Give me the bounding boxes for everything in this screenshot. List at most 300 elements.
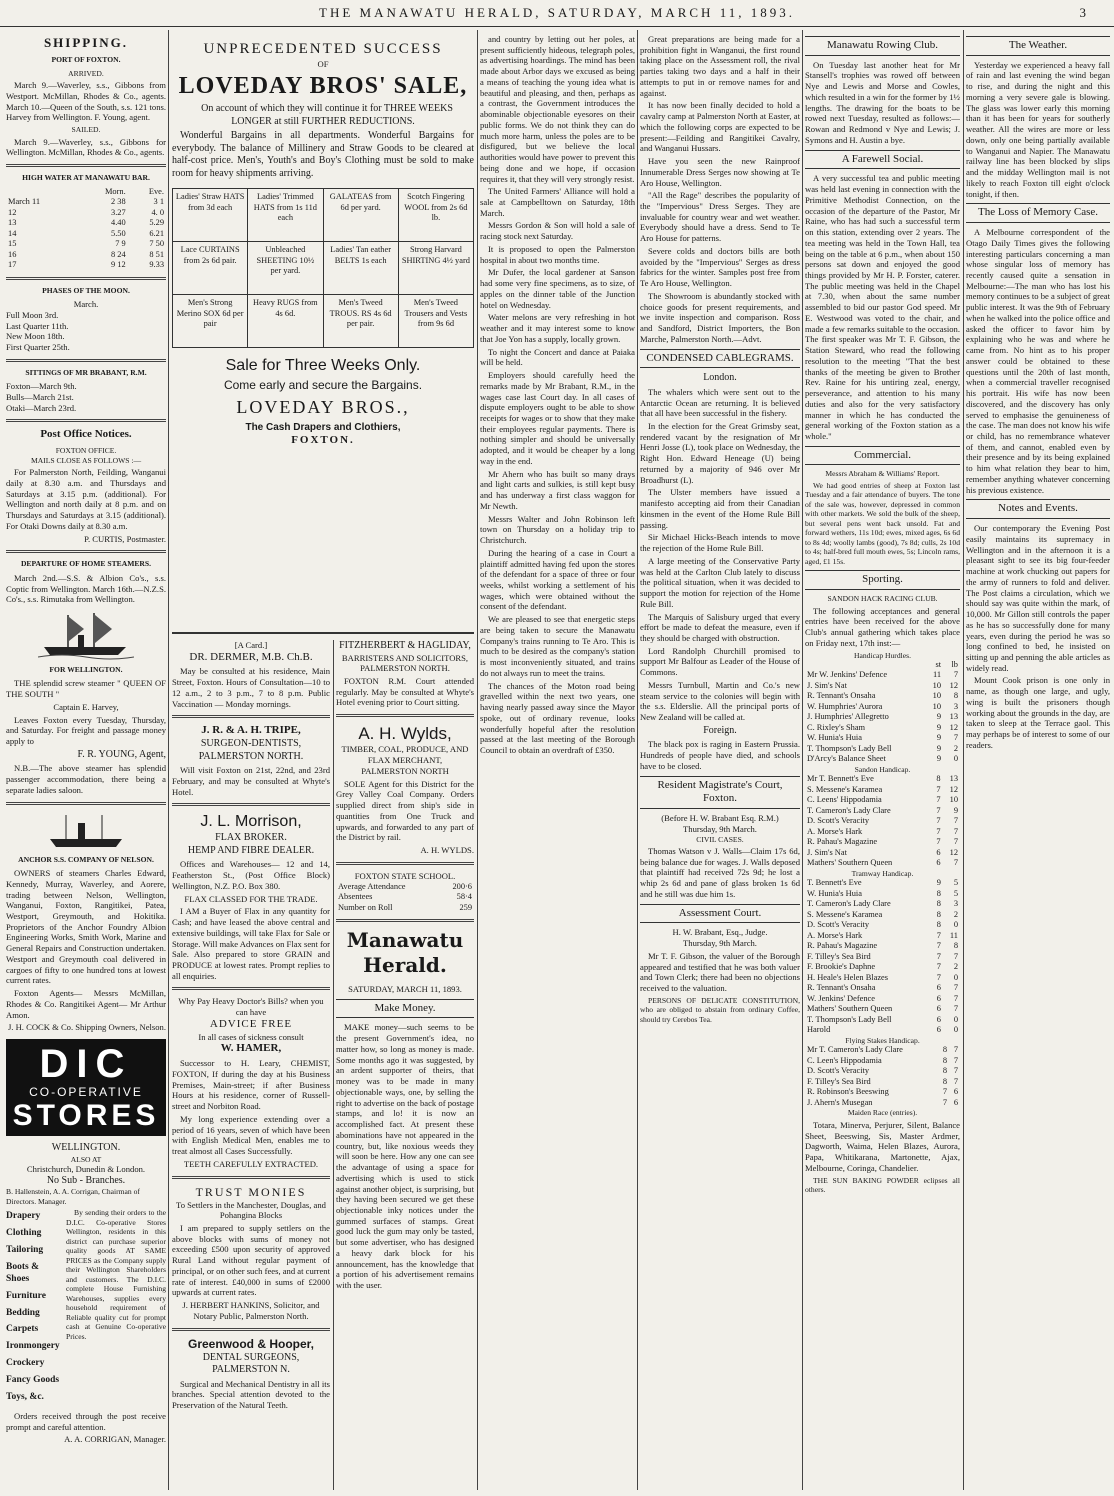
table-row (805, 702, 960, 713)
column-rule (168, 30, 169, 1490)
table-cell: C. Rixley's Sham (807, 722, 866, 732)
moon-line: Full Moon 3rd. (6, 309, 59, 320)
divider (6, 277, 166, 280)
moon-heading: PHASES OF THE MOON. (42, 285, 130, 295)
cable-paragraph: The Marquis of Salisbury urged that every effort be made to defeat the measure, even if they should be charged with obstruction. (640, 611, 800, 643)
tide-header-cell: Eve. (148, 186, 164, 196)
sittings-heading: SITTINGS OF MR BRABANT, R.M. (25, 367, 147, 377)
dic-town: WELLINGTON. (51, 1142, 121, 1154)
table-cell: 0 (953, 972, 958, 982)
divider (6, 164, 166, 167)
tide-header-cell (6, 187, 78, 198)
table-row (805, 931, 960, 942)
table-cell: A. Morse's Hark (807, 826, 863, 836)
table-row (6, 229, 166, 240)
sailed-text: March 9.—Waverley, s.s., Gibbons for Wellington. McMillan, Rhodes & Co., agents. (6, 136, 166, 158)
greenwood-name: Greenwood & Hooper, (187, 1336, 314, 1351)
london-heading: London. (703, 372, 737, 384)
school-table (336, 882, 474, 914)
divider (336, 862, 474, 865)
school-row (336, 882, 474, 893)
sporting-text: The following acceptances and general entries have been received for the above Club's annual gathering which takes place on Friday next, 17th inst:— (805, 605, 960, 648)
cable-paragraph: The Ulster members have issued a manifesto accepting aid from their Canadian kinsmen in the event of the Home Rule Bill passing. (640, 487, 800, 530)
hamer-name: W. HAMER, (220, 1042, 282, 1055)
make-money-heading: Make Money. (336, 999, 474, 1019)
table-cell: 7 (953, 1004, 958, 1014)
why-pay: Why Pay Heavy Doctor's Bills? when you can have (178, 996, 324, 1018)
table-row (6, 250, 166, 261)
sittings-line: Foxton—March 9th. (6, 381, 77, 392)
table-row (805, 795, 960, 806)
hamer-text: Successor to H. Leary, CHEMIST, FOXTON, If during the day at his Business Premises, Main-street; if after Business Hours at his residence, corner of Russell-street and Norbiton Road. (172, 1058, 330, 1112)
weather-heading: The Weather. (966, 36, 1110, 56)
table-cell: 10 (949, 795, 958, 805)
dic-sign: A. A. CORRIGAN, Manager. (64, 1434, 166, 1445)
hurdles-table (805, 660, 960, 765)
dic-department: Toys, &c. (6, 1391, 44, 1402)
divider (172, 1328, 330, 1331)
table-cell: 8 (936, 774, 941, 784)
table-row (805, 681, 960, 692)
table-row (805, 952, 960, 963)
table-cell: 8 (942, 1076, 948, 1086)
news-paragraph: Water melons are very refreshing in hot weather and it may interest some to know that Joe Yon has a supply, locally grown. (480, 312, 635, 344)
assessment-text: Mr T. F. Gibson, the valuer of the Borough appeared and testified that he was both valuer and Town Clerk; there had been no objections received to the valuation. (640, 950, 800, 994)
table-cell: 8 (936, 888, 941, 898)
table-row (805, 1056, 960, 1067)
table-cell: J. Sim's Nat (807, 680, 847, 690)
table-cell: 7 (936, 826, 941, 836)
table-cell: 11 (949, 930, 958, 940)
table-row (805, 858, 960, 869)
flax-text: I AM a Buyer of Flax in any quantity for Cash; and have leased the above central and extensive buildings, will take Flax for Sale or Storage. Will make Advances on Flax sent for Sale. Also prepared to store GRAIN and PRODUCE at lowest rates. Prompt replies to all enquiries. (172, 906, 330, 981)
table-cell: T. Bennett's Eve (807, 878, 862, 888)
table-cell: 7 (942, 1097, 948, 1107)
race-header-cell: st (935, 659, 942, 669)
divider (172, 803, 330, 806)
cable-paragraph: Sir Michael Hicks-Beach intends to move the rejection of the Home Rule Bill. (640, 532, 800, 554)
post-office-text: For Palmerston North, Feilding, Wanganui daily at 8.30 a.m. and Thursdays and Saturdays at 3.15 p.m. (additional). For Wellington and north daily at 8 p.m. and on Thursdays and Saturdays at 3.15 (additional). For Otaki Downs daily at 8.30 a.m. (6, 467, 166, 531)
dermer-text: May be consulted at his residence, Main Street, Foxton. Hours of Consultation—10 to 12 a.m., 2 to 3 p.m., 7 to 8 p.m. Public Vaccination — Monday mornings. (172, 666, 330, 709)
column-cards-right (336, 640, 474, 1490)
table-cell: 3.27 (111, 207, 126, 217)
table-cell: 10 (932, 691, 942, 701)
rm-court-before: (Before H. W. Brabant Esq. R.M.) (661, 813, 779, 824)
column-local-news (480, 32, 635, 1488)
table-cell: 6 (936, 1004, 941, 1014)
table-cell: 7 (953, 837, 958, 847)
dic-department: Drapery (6, 1211, 41, 1222)
news-paragraph: and country by letting out her poles, at present sufficiently hideous, telegraph poles, as advertising hoardings. The mind has been made about Arbor days we excused as being a means of teaching the young idea what is beautiful and pleasing, and then, perhaps as a contrast, the Government introduces the abominable objectionable eyesores on their public forms. We do not think they can do much more harm, unless the poles are to be disfigured, but we believe the local authorities would have power to prevent this being done and we hope, if occasion requires it, that they will very strongly resist. (480, 34, 635, 184)
masthead-title: THE MANAWATU HERALD, SATURDAY, MARCH 11, 1893. (319, 5, 795, 20)
trust-text: I am prepared to supply settlers on the above blocks with sums of money not exceeding £500 upon security of approved Rural Land without regular payment of principal, or on other such fees, and at current rate of interest. £40,000 in sums of £2000 upwards at current rates. (172, 1222, 330, 1298)
ad-body: Wonderful Bargains in all departments. Wonderful Bargains for everybody. The balance of Millinery and Straw Goods to be cleared at half-cost price. Men's, Youth's and Boy's Clothing must be sold to make room for heavy shipments arriving. (172, 130, 474, 179)
column-shipping (6, 32, 166, 1488)
table-row (805, 1025, 960, 1036)
table-cell: 6.21 (149, 228, 164, 238)
table-cell: 6 (936, 1014, 941, 1024)
cable-paragraph: Messrs Turnbull, Martin and Co.'s new steam service to the colonies will begin with the s.s. Elderslie. All the principal ports of New Zealand will be called at. (640, 679, 800, 723)
moon-month: March. (73, 299, 99, 310)
ad-three-weeks: Sale for Three Weeks Only. (225, 357, 421, 375)
assessment-date: Thursday, 9th March. (683, 938, 757, 949)
dic-branches: Christchurch, Dunedin & London. (26, 1164, 146, 1175)
column-rule (963, 30, 964, 1490)
steamer-note: N.B.—The above steamer has splendid passenger accommodation, there being a separate ladies saloon. (6, 763, 166, 795)
news-paragraph: During the hearing of a case in Court a plaintiff admitted having fed upon the stores of the defendant for a space of three or four weeks, whilst working a settlement of his wages, which were obtained without the consent of the defendant. (480, 547, 635, 612)
fitzherbert-text: FOXTON R.M. Court attended regularly. May be consulted at Whyte's Hotel evening prior to Court sitting. (336, 675, 474, 708)
table-row (805, 973, 960, 984)
bargain-cell: Men's Tweed TROUS. RS 4s 6d per pair. (324, 295, 399, 348)
bargain-cell: Scotch Fingering WOOL from 2s 6d lb. (399, 189, 474, 242)
table-cell: C. Leen's Hippodamia (807, 1055, 882, 1065)
news-paragraph: It has now been finally decided to hold a cavalry camp at Palmerston North at Easter, at which the following corps are expected to be present:—Feilding and Rangitikei Cavalry, and Wanganui Hussars. (640, 100, 800, 154)
table-cell: W. Jenkins' Defence (807, 993, 875, 1003)
table-cell: 7 (953, 816, 958, 826)
table-cell: R. Robinson's Beeswing (807, 1087, 889, 1097)
dic-also: ALSO AT (70, 1154, 102, 1164)
divider (6, 550, 166, 553)
rowing-text: On Tuesday last another heat for Mr Stansell's trophies was rowed off between Nye and Lewis and Morse and Cowles, which resulted in a win for the former by 1½ lengths. The drawing for the boats to be rowed next Tuesday, resulted as follows:—Rowan and Redmond v Nye and Lewis; J. Symons and H. Austin a bye. (805, 59, 960, 145)
table-cell: 5 (953, 888, 958, 898)
table-cell: 8 (936, 920, 941, 930)
news-paragraph: We are pleased to see that energetic steps are being taken to secure the Manawatu Company's trains running to Te Aro. This is much to be desired as the company's station is most inconveniently situated, and trains do not always run to meet the trains. (480, 614, 635, 678)
table-row (805, 983, 960, 994)
table-cell: 2 (953, 962, 958, 972)
table-row (805, 1087, 960, 1098)
ad-of: OF (317, 58, 329, 69)
column-rule (333, 640, 334, 1490)
ad-town: FOXTON. (291, 434, 355, 447)
anchor-agents: Foxton Agents— Messrs McMillan, Rhodes & Co. Rangitikei Agent— Mr Arthur Amon. (6, 988, 166, 1020)
divider (336, 919, 474, 922)
table-cell: 7 (936, 941, 941, 951)
table-cell: 7 (953, 1055, 958, 1065)
table-row (805, 754, 960, 765)
arrived-label: ARRIVED. (68, 68, 104, 78)
cable-paragraph: In the election for the Great Grimsby seat, rendered vacant by the resignation of Mr Henri Josse (L), took place on Wednesday, the Right Hon. Edward Heneage (U) being returned by a majority of 946 over Mr Broadhurst (L). (640, 421, 800, 485)
column-weather (966, 32, 1110, 1488)
table-cell: 10 (932, 680, 942, 690)
memory-heading: The Loss of Memory Case. (966, 203, 1110, 223)
table-cell: 13 (949, 712, 958, 722)
assessment-before: H. W. Brabant, Esq., Judge. (672, 927, 768, 938)
hurdles-heading: Handicap Hurdles. (854, 650, 911, 660)
table-cell: 4. 0 (151, 207, 164, 217)
shipping-heading: SHIPPING. (43, 35, 129, 50)
table-cell: D'Arcy's Balance Sheet (807, 754, 886, 764)
table-cell: F. Tilley's Sea Bird (807, 951, 871, 961)
notes-text-2: Mount Cook prison is one only in name, as though one large, and ugly, wing is built the prisoners though working about the grounds in the day, are taken to sleep at the Terrace gaol. This may perhaps be of interest to some of our readers. (966, 675, 1110, 750)
morrison-sub-2: HEMP AND FIBRE DEALER. (187, 844, 315, 856)
table-cell: 5.50 (111, 228, 126, 238)
foreign-text: The black pox is raging in Eastern Prussia. Hundreds of people have died, and schools have to be closed. (640, 739, 800, 771)
tide-header-cell: Morn. (104, 186, 126, 196)
table-cell: 17 (8, 260, 17, 270)
maiden-heading: Maiden Race (entries). (847, 1108, 918, 1118)
table-cell: 7 (953, 951, 958, 961)
cable-paragraph: A large meeting of the Conservative Party was held at the Carlton Club lately to discuss the political situation, when it was decided to support the motion for rejection of the Home Rule Bill. (640, 555, 800, 609)
bargain-cell: Ladies' Straw HATS from 3d each (173, 189, 248, 242)
table-cell: D. Scott's Veracity (807, 920, 870, 930)
table-row (6, 197, 166, 208)
race-header-cell: lb (951, 659, 958, 669)
table-cell: 7 (936, 805, 941, 815)
dic-orders: Orders received through the post receive prompt and careful attention. (6, 1410, 166, 1432)
moon-line: First Quarter 25th. (6, 342, 70, 353)
divider (6, 802, 166, 805)
table-row (805, 848, 960, 859)
table-cell: 15 (8, 239, 17, 249)
divider (172, 987, 330, 990)
table-cell: 7 (953, 826, 958, 836)
steamer-text-2: Leaves Foxton every Tuesday, Thursday, and Saturday. For freight and passage money apply to (6, 714, 166, 747)
table-cell: 7 (953, 670, 958, 680)
table-cell: A. Morse's Hark (807, 930, 863, 940)
wylds-sign: A. H. WYLDS. (420, 845, 474, 856)
sittings-line: Otaki—March 23rd. (6, 402, 77, 413)
steamer-illustration (46, 811, 126, 851)
greenwood-sub: DENTAL SURGEONS, (202, 1351, 300, 1363)
table-cell: J. Ahern's Musegan (807, 1097, 873, 1107)
bargain-cell: Men's Tweed Trousers and Vests from 9s 6d (399, 295, 474, 348)
post-office-heading: Post Office Notices. (40, 428, 132, 441)
table-cell: W. Hunia's Huia (807, 733, 862, 743)
table-row (805, 941, 960, 952)
table-cell: Harold (807, 1025, 831, 1035)
ad-headline: UNPRECEDENTED SUCCESS (203, 41, 443, 57)
dic-department: Tailoring (6, 1245, 44, 1256)
table-cell: 6 (936, 983, 941, 993)
table-row (805, 1015, 960, 1026)
table-row (805, 806, 960, 817)
table-cell: Mathers' Southern Queen (807, 1004, 893, 1014)
dic-department: Ironmongery (6, 1341, 60, 1352)
table-row (805, 744, 960, 755)
table-cell: 7 (953, 983, 958, 993)
table-cell: F. Brookie's Daphne (807, 962, 876, 972)
table-cell: 7 (936, 962, 941, 972)
column-rule (802, 30, 803, 1490)
fitzherbert-sub: BARRISTERS AND SOLICITORS, (341, 652, 469, 663)
anchor-heading: ANCHOR S.S. COMPANY OF NELSON. (18, 854, 154, 864)
table-cell: 16 (8, 249, 17, 259)
sailed-label: SAILED. (71, 125, 101, 135)
table-cell: 7 (936, 784, 941, 794)
column-rule (637, 30, 638, 1490)
tripe-sub: SURGEON-DENTISTS, (200, 738, 302, 750)
rm-court-civil: CIVIL CASES. (696, 834, 744, 844)
sandon-table (805, 774, 960, 869)
table-cell: 6 (953, 1097, 958, 1107)
herald-nameplate: Manawatu Herald. (346, 928, 464, 977)
table-row (805, 994, 960, 1005)
table-cell: 8 51 (149, 249, 164, 259)
dic-department: Crockery (6, 1358, 45, 1369)
table-row (805, 1098, 960, 1109)
table-cell: 8 (936, 909, 941, 919)
cablegrams-heading: CONDENSED CABLEGRAMS. (640, 349, 800, 369)
table-cell: 7 9 (115, 239, 126, 249)
news-paragraph: Employers should carefully heed the remarks made by Mr Brabant, R.M., in the wages case last Court day. In all cases of dispute employers ought to be able to show receipts for wages or to show that they make their employees regular payments. There is nothing simpler and should be universally adopted, and it would be cheaper by a long way in the end. (480, 370, 635, 466)
table-cell: March 11 (8, 197, 41, 207)
hankins-sign: J. HERBERT HANKINS, Solicitor, and Notary Public, Palmerston North. (182, 1300, 320, 1321)
ad-intro: On account of which they will continue it for THREE WEEKS LONGER at still FURTHER REDUCTIONS. (201, 103, 453, 127)
table-cell: 0 (953, 920, 958, 930)
table-cell: 5.29 (149, 218, 164, 228)
table-cell: 6 (936, 847, 941, 857)
dic-department: Furniture (6, 1290, 46, 1301)
table-cell: 3 (953, 899, 958, 909)
table-cell: 9 (953, 805, 958, 815)
table-cell: 10 (932, 701, 942, 711)
table-cell: 12 (949, 784, 958, 794)
table-cell: 9 (936, 712, 942, 722)
race-header-row (805, 660, 960, 671)
table-cell: 8 (953, 941, 958, 951)
wylds-text: SOLE Agent for this District for the Grey Valley Coal Company. Orders supplied direct from ship's side in quantities from One Truck and upwards, and forwarded to any part of the District by rail. (336, 778, 474, 843)
dic-logo (6, 1039, 166, 1136)
table-cell: T. Thompson's Lady Bell (807, 1014, 892, 1024)
table-cell: J. Sim's Nat (807, 847, 847, 857)
weather-text: Yesterday we experienced a heavy fall of rain and last evening the wind began to rise, and during the night and this morning a very severe gale is blowing. The glass was lower early this morning than it has been for years for southerly weather. All the wires are more or less down, only one being partially available to Wanganui and Napier. The Manawatu railway line has been blocked by slips and the midday Wellington mail is not likely to reach Foxton till eight o'clock tonight, if then. (966, 59, 1110, 199)
school-label: Absentees (338, 892, 373, 901)
notes-heading: Notes and Events. (966, 499, 1110, 519)
wylds-sub: TIMBER, COAL, PRODUCE, AND FLAX MERCHANT, (341, 744, 469, 766)
divider (336, 714, 474, 717)
dic-department: Bedding (6, 1307, 40, 1318)
table-cell: 13 (949, 774, 958, 784)
table-row (805, 723, 960, 734)
flax-heading: FLAX CLASSED FOR THE TRADE. (184, 893, 318, 904)
maiden-text: Totara, Minerva, Perjurer, Silent, Balance Sheet, Beeswing, Sis, Master Ardmer, Dagworth, Waima, Helen Blazes, Aurora, Papa, Whitikarana, Martonette, Ajax, Melbourne, Coringa, Chandelier. (805, 1119, 960, 1173)
moon-line: Last Quarter 11th. (6, 320, 69, 331)
commercial-text: We had good entries of sheep at Foxton last Tuesday and a fair attendance of buyers. The tone of the sale was, however, depressed in common with other markets. We sold the bulk of the sheep, but several pens went back unsold. Fat and forward wethers, 11s 10d; ewes, mixed ages, 6s 6d to 8s 4d; woolly lambs (good), 7s 8d; culls, 2s 10d to 4s; half-bred full mouth ewes, 5s; Lincoln rams, aged, £1 15s. (805, 480, 960, 566)
farewell-text: A very successful tea and public meeting was held last evening in connection with the Primitive Methodist Connection, on the occasion of the departure of the Pastor, Mr Raine, who has had such a successful term on this station, extending over 2 years. The tea meeting was held in the Town Hall, tea being on the table at 6 p.m., when about 150 persons sat down and enjoyed the good things provided by Mr H. P. Forster, caterer. The public meeting was held in the Chapel at 7.30, when about the same number assembled to bid our pastor God speed. Mr E. Westwood was voted to the chair, and made a few remarks suitable to the occasion. The first speaker was Mr T. F. Gibson, the Station Steward, who read the following resolution to the meeting "That the best thanks of the meeting be given to Brother Rev. Raine for his untiring zeal, energy, perseverance, and attention to his many duties and also for the very satisfactory manner in which he has conducted the general working of the Foxton station as a whole." (805, 173, 960, 441)
dic-logo-line: STORES (12, 1099, 160, 1133)
port-heading: PORT OF FOXTON. (51, 55, 121, 65)
tide-header-row (6, 187, 166, 198)
advice-free: ADVICE FREE (209, 1017, 293, 1030)
fitzherbert-town: PALMERSTON NORTH. (360, 663, 450, 674)
morrison-sub: FLAX BROKER. (215, 832, 287, 844)
table-cell: T. Cameron's Lady Clare (807, 805, 891, 815)
table-cell: Mr W. Jenkins' Defence (807, 670, 888, 680)
rowing-heading: Manawatu Rowing Club. (805, 36, 960, 56)
column-rule (477, 30, 478, 1490)
tide-heading: HIGH WATER AT MANAWATU BAR. (22, 173, 150, 183)
table-cell: Mathers' Southern Queen (807, 858, 893, 868)
farewell-heading: A Farewell Social. (805, 150, 960, 170)
table-cell: 12 (949, 847, 958, 857)
dic-department: Clothing (6, 1228, 42, 1239)
commercial-sub: Messrs Abraham & Williams' Report. (825, 469, 940, 479)
powder-notice: THE SUN BAKING POWDER eclipses all others. (805, 1175, 960, 1195)
school-value: 200·6 (452, 881, 472, 891)
dic-logo-line: DIC (39, 1042, 133, 1087)
table-row (805, 774, 960, 785)
trust-heading: TRUST MONIES (195, 1184, 307, 1199)
table-cell: 8 (936, 899, 941, 909)
steamer-agent: F. R. YOUNG, Agent, (77, 748, 166, 760)
school-label: Average Attendance (338, 881, 406, 891)
table-cell: 2 (953, 743, 958, 753)
table-row (805, 910, 960, 921)
table-row (6, 260, 166, 271)
dic-department: Boots & Shoes (6, 1261, 39, 1284)
table-cell: 3 (953, 701, 958, 711)
page-number: 3 (1079, 5, 1086, 20)
table-row (805, 670, 960, 681)
delicate-notice: PERSONS OF DELICATE CONSTITUTION, who are obliged to abstain from ordinary Coffee, should try Cerebos Tea. (640, 995, 800, 1024)
table-cell: 7 (953, 993, 958, 1003)
tripe-town: PALMERSTON NORTH. (198, 750, 304, 762)
ad-drapers: The Cash Drapers and Clothiers, (245, 421, 401, 433)
news-paragraph: To night the Concert and dance at Paiaka will be held. (480, 346, 635, 368)
table-cell: 6 (936, 858, 941, 868)
table-cell: 8 (942, 1055, 948, 1065)
school-row (336, 892, 474, 903)
ad-bargain-grid (172, 188, 474, 348)
table-row (805, 962, 960, 973)
table-cell: 7 (953, 1066, 958, 1076)
column-cards-left (172, 640, 330, 1490)
table-cell: R. Pahau's Magazine (807, 837, 878, 847)
sandon-heading: Sandon Handicap. (854, 764, 911, 774)
table-row (805, 785, 960, 796)
table-cell: S. Messene's Karamea (807, 909, 883, 919)
table-cell: R. Pahau's Magazine (807, 941, 878, 951)
anchor-sign: J. H. COCK & Co. Shipping Owners, Nelson. (7, 1022, 166, 1033)
column-sporting (805, 32, 960, 1488)
school-heading: FOXTON STATE SCHOOL. (354, 870, 456, 881)
table-row (805, 920, 960, 931)
ad-title: LOVEDAY BROS' SALE, (178, 73, 468, 100)
loveday-advertisement (172, 32, 474, 634)
sittings-line: Bulls—March 21st. (6, 391, 74, 402)
arrived-text: March 9.—Waverley, s.s., Gibbons from Westport. McMillan, Rhodes & Co., agents. March 10.—Queen of the South, s.s. 121 tons. Harvey from Wellington. F. Young, agent. (6, 80, 166, 123)
divider (172, 1176, 330, 1179)
table-cell: 7 (936, 837, 941, 847)
bargain-cell: GALATEAS from 6d per yard. (324, 189, 399, 242)
table-cell: H. Heale's Helen Blazes (807, 972, 889, 982)
morrison-name: J. L. Morrison, (200, 813, 302, 831)
table-cell: 13 (8, 218, 17, 228)
commercial-heading: Commercial. (805, 446, 960, 466)
table-cell: 0 (953, 1025, 958, 1035)
table-cell: T. Cameron's Lady Clare (807, 899, 891, 909)
table-cell: 9 (936, 878, 941, 888)
divider (6, 419, 166, 422)
greenwood-town: PALMERSTON N. (212, 1364, 290, 1376)
table-cell: 4.40 (111, 218, 126, 228)
table-row (805, 816, 960, 827)
table-cell: 6 (953, 1087, 958, 1097)
table-cell: D. Scott's Veracity (807, 1066, 870, 1076)
divider (172, 715, 330, 718)
table-row (6, 208, 166, 219)
post-office-sub: FOXTON OFFICE. (55, 446, 117, 456)
news-paragraph: The chances of the Moton road being gravelled within the next two years, one having nearly passed away since the Mayor spoke, out of ordinary revenue, looks wonderfully hopeful after the resolution passed at the last meeting of the Borough Council to obtain an overdraft of £350. (480, 680, 635, 755)
table-cell: Mr T. Cameron's Lady Clare (807, 1045, 903, 1055)
table-cell: S. Messene's Karamea (807, 784, 883, 794)
table-cell: D. Scott's Veracity (807, 816, 870, 826)
news-paragraph: Messrs Gordon & Son will hold a sale of racing stock next Saturday. (480, 220, 635, 242)
table-cell: 9 (936, 733, 942, 743)
moon-line: New Moon 18th. (6, 331, 65, 342)
rm-court-heading: Resident Magistrate's Court, Foxton. (640, 776, 800, 810)
news-paragraph: Have you seen the new Rainproof Innumerable Dress Serges now showing at Te Aro House, Wellington. (640, 156, 800, 188)
